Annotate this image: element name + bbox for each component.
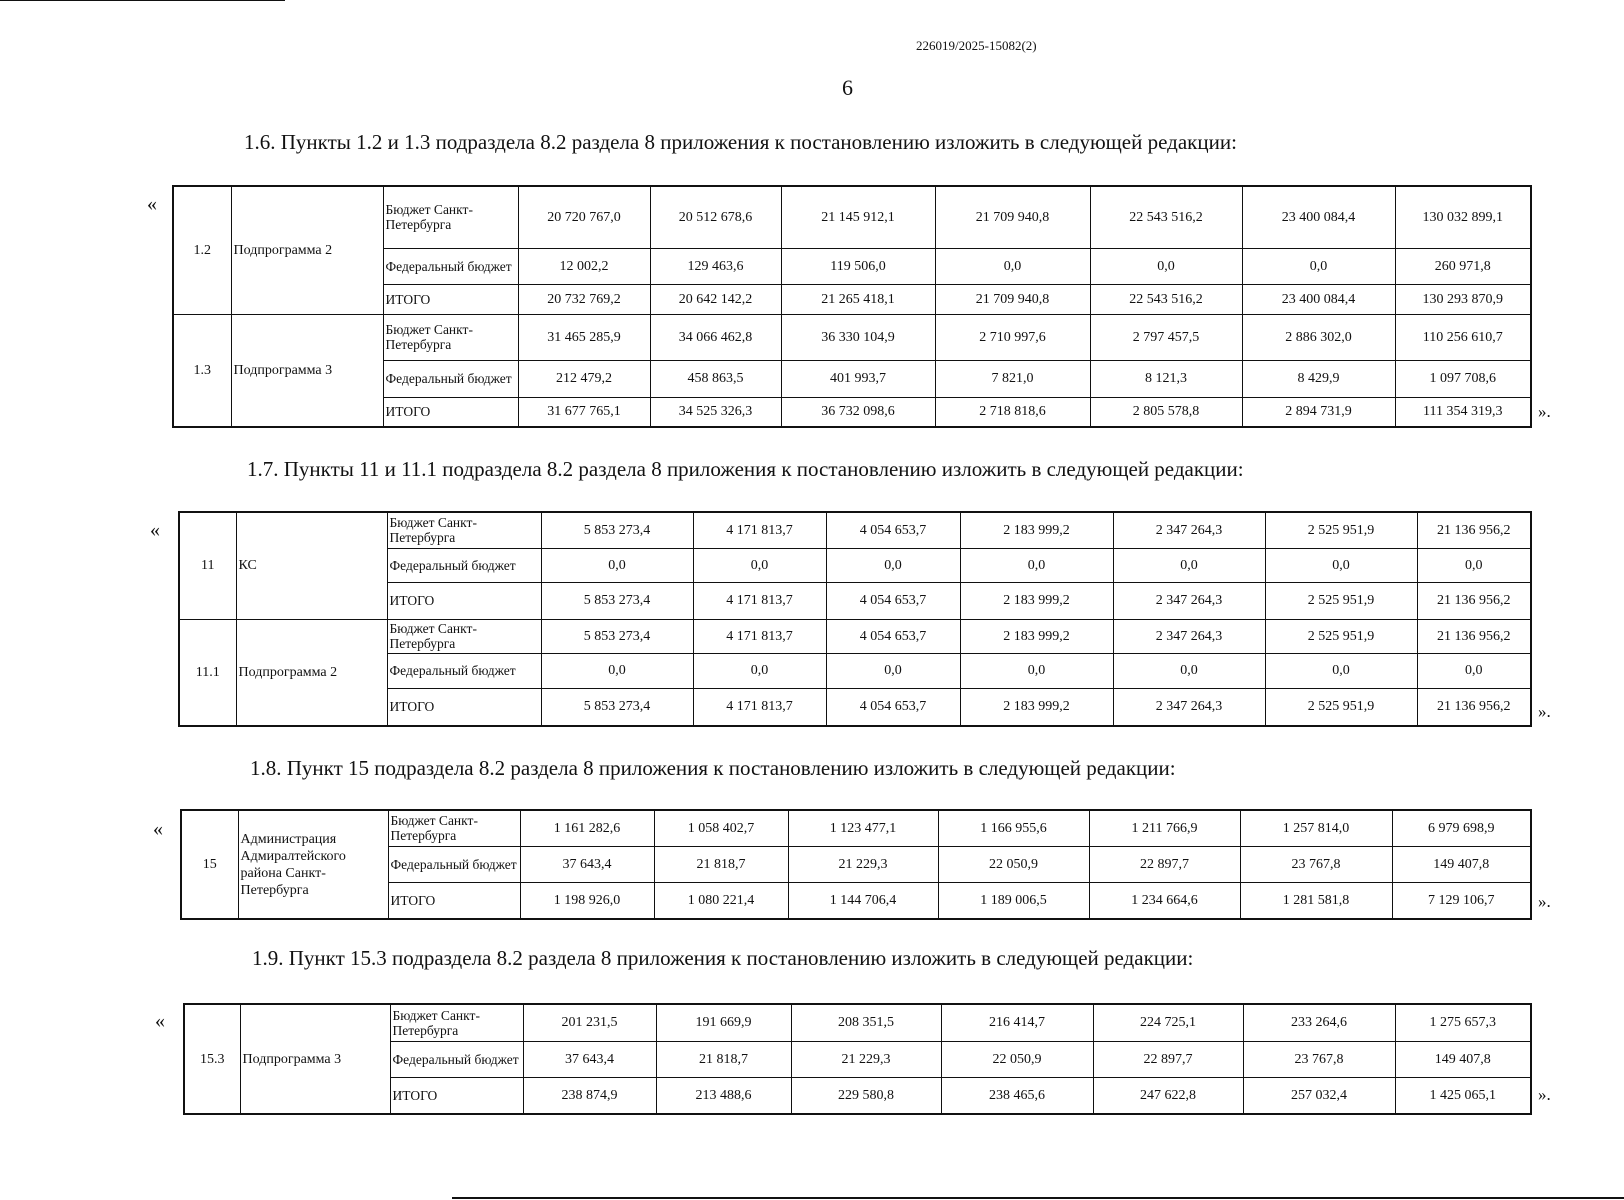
value-cell: 1 161 282,6: [520, 810, 654, 846]
section-1-8-intro: 1.8. Пункт 15 подраздела 8.2 раздела 8 приложения к постановлению изложить в следующей редакции:: [250, 756, 1176, 780]
value-cell: 5 853 273,4: [541, 688, 693, 726]
value-cell: 1 166 955,6: [938, 810, 1089, 846]
value-cell: 4 171 813,7: [693, 619, 826, 653]
value-cell: 1 211 766,9: [1089, 810, 1240, 846]
funding-source: Бюджет Санкт-Петербурга: [388, 810, 520, 846]
value-cell: 21 709 940,8: [935, 186, 1090, 248]
value-cell: 2 183 999,2: [960, 582, 1113, 619]
value-cell: 1 281 581,8: [1240, 882, 1392, 919]
value-cell: 2 347 264,3: [1113, 512, 1265, 548]
value-cell: 1 144 706,4: [788, 882, 938, 919]
value-cell: 149 407,8: [1395, 1041, 1531, 1077]
open-quote: «: [155, 1010, 165, 1032]
value-cell: 0,0: [1113, 653, 1265, 688]
value-cell: 247 622,8: [1093, 1077, 1243, 1114]
value-cell: 0,0: [1417, 653, 1531, 688]
scan-edge-line: [0, 0, 285, 1]
value-cell: 0,0: [1265, 548, 1417, 582]
value-cell: 212 479,2: [518, 360, 650, 397]
value-cell: 2 894 731,9: [1242, 397, 1395, 427]
value-cell: 20 732 769,2: [518, 284, 650, 314]
value-cell: 233 264,6: [1243, 1004, 1395, 1041]
value-cell: 7 821,0: [935, 360, 1090, 397]
funding-source: ИТОГО: [390, 1077, 523, 1114]
value-cell: 21 136 956,2: [1417, 512, 1531, 548]
value-cell: 4 171 813,7: [693, 512, 826, 548]
value-cell: 2 525 951,9: [1265, 582, 1417, 619]
table-section-1-6: [172, 185, 1532, 428]
value-cell: 260 971,8: [1395, 248, 1531, 284]
close-quote: ».: [1538, 702, 1551, 721]
value-cell: 0,0: [693, 653, 826, 688]
funding-source: ИТОГО: [383, 397, 518, 427]
funding-source: ИТОГО: [387, 582, 541, 619]
item-name: Подпрограмма 3: [231, 314, 383, 427]
value-cell: 130 293 870,9: [1395, 284, 1531, 314]
open-quote: «: [153, 818, 163, 840]
value-cell: 119 506,0: [781, 248, 935, 284]
value-cell: 21 265 418,1: [781, 284, 935, 314]
funding-source: Бюджет Санкт-Петербурга: [383, 186, 518, 248]
item-number: 1.2: [173, 186, 231, 314]
value-cell: 23 767,8: [1240, 846, 1392, 882]
item-name: Подпрограмма 2: [236, 619, 387, 726]
item-number: 15.3: [184, 1004, 240, 1114]
value-cell: 5 853 273,4: [541, 619, 693, 653]
value-cell: 6 979 698,9: [1392, 810, 1531, 846]
value-cell: 2 710 997,6: [935, 314, 1090, 360]
value-cell: 2 718 818,6: [935, 397, 1090, 427]
value-cell: 238 874,9: [523, 1077, 656, 1114]
value-cell: 224 725,1: [1093, 1004, 1243, 1041]
value-cell: 34 066 462,8: [650, 314, 781, 360]
value-cell: 37 643,4: [520, 846, 654, 882]
close-quote: ».: [1538, 892, 1551, 911]
item-number: 11.1: [179, 619, 236, 726]
table-section-1-9: [183, 1003, 1532, 1115]
value-cell: 110 256 610,7: [1395, 314, 1531, 360]
item-name: Подпрограмма 3: [240, 1004, 390, 1114]
value-cell: 229 580,8: [791, 1077, 941, 1114]
funding-source: Бюджет Санкт-Петербурга: [383, 314, 518, 360]
value-cell: 21 818,7: [656, 1041, 791, 1077]
funding-source: ИТОГО: [388, 882, 520, 919]
value-cell: 213 488,6: [656, 1077, 791, 1114]
value-cell: 2 347 264,3: [1113, 688, 1265, 726]
value-cell: 8 121,3: [1090, 360, 1242, 397]
value-cell: 4 054 653,7: [826, 582, 960, 619]
value-cell: 4 054 653,7: [826, 688, 960, 726]
value-cell: 0,0: [1265, 653, 1417, 688]
value-cell: 12 002,2: [518, 248, 650, 284]
value-cell: 0,0: [1113, 548, 1265, 582]
value-cell: 22 897,7: [1093, 1041, 1243, 1077]
value-cell: 2 886 302,0: [1242, 314, 1395, 360]
value-cell: 34 525 326,3: [650, 397, 781, 427]
value-cell: 22 897,7: [1089, 846, 1240, 882]
document-number: 226019/2025-15082(2): [916, 38, 1037, 53]
value-cell: 36 732 098,6: [781, 397, 935, 427]
value-cell: 21 145 912,1: [781, 186, 935, 248]
scan-edge-line: [452, 1197, 1624, 1199]
value-cell: 257 032,4: [1243, 1077, 1395, 1114]
value-cell: 208 351,5: [791, 1004, 941, 1041]
value-cell: 0,0: [826, 548, 960, 582]
value-cell: 20 512 678,6: [650, 186, 781, 248]
value-cell: 4 054 653,7: [826, 619, 960, 653]
value-cell: 1 058 402,7: [654, 810, 788, 846]
value-cell: 0,0: [541, 653, 693, 688]
item-name: Подпрограмма 2: [231, 186, 383, 314]
value-cell: 1 425 065,1: [1395, 1077, 1531, 1114]
value-cell: 22 543 516,2: [1090, 186, 1242, 248]
value-cell: 1 275 657,3: [1395, 1004, 1531, 1041]
value-cell: 37 643,4: [523, 1041, 656, 1077]
value-cell: 2 797 457,5: [1090, 314, 1242, 360]
funding-source: Федеральный бюджет: [387, 548, 541, 582]
value-cell: 4 171 813,7: [693, 582, 826, 619]
value-cell: 2 525 951,9: [1265, 688, 1417, 726]
value-cell: 21 818,7: [654, 846, 788, 882]
value-cell: 21 136 956,2: [1417, 619, 1531, 653]
funding-source: Бюджет Санкт-Петербурга: [390, 1004, 523, 1041]
value-cell: 2 525 951,9: [1265, 512, 1417, 548]
funding-source: Бюджет Санкт-Петербурга: [387, 512, 541, 548]
value-cell: 1 189 006,5: [938, 882, 1089, 919]
value-cell: 149 407,8: [1392, 846, 1531, 882]
value-cell: 21 229,3: [788, 846, 938, 882]
value-cell: 201 231,5: [523, 1004, 656, 1041]
value-cell: 1 080 221,4: [654, 882, 788, 919]
value-cell: 401 993,7: [781, 360, 935, 397]
value-cell: 2 183 999,2: [960, 512, 1113, 548]
funding-source: Федеральный бюджет: [390, 1041, 523, 1077]
value-cell: 36 330 104,9: [781, 314, 935, 360]
value-cell: 8 429,9: [1242, 360, 1395, 397]
section-1-9-intro: 1.9. Пункт 15.3 подраздела 8.2 раздела 8 приложения к постановлению изложить в следующей редакции:: [252, 946, 1194, 970]
open-quote: «: [150, 519, 160, 541]
value-cell: 111 354 319,3: [1395, 397, 1531, 427]
item-number: 1.3: [173, 314, 231, 427]
value-cell: 7 129 106,7: [1392, 882, 1531, 919]
value-cell: 31 677 765,1: [518, 397, 650, 427]
value-cell: 191 669,9: [656, 1004, 791, 1041]
value-cell: 458 863,5: [650, 360, 781, 397]
section-1-7-intro: 1.7. Пункты 11 и 11.1 подраздела 8.2 раздела 8 приложения к постановлению изложить в следующей редакции:: [247, 457, 1244, 481]
value-cell: 0,0: [826, 653, 960, 688]
value-cell: 21 229,3: [791, 1041, 941, 1077]
value-cell: 23 767,8: [1243, 1041, 1395, 1077]
item-number: 15: [181, 810, 238, 919]
value-cell: 1 234 664,6: [1089, 882, 1240, 919]
open-quote: «: [147, 193, 157, 215]
value-cell: 2 347 264,3: [1113, 619, 1265, 653]
value-cell: 23 400 084,4: [1242, 186, 1395, 248]
funding-source: ИТОГО: [387, 688, 541, 726]
item-name: КС: [236, 512, 387, 619]
value-cell: 22 050,9: [941, 1041, 1093, 1077]
value-cell: 1 097 708,6: [1395, 360, 1531, 397]
value-cell: 1 257 814,0: [1240, 810, 1392, 846]
table-section-1-8: [180, 809, 1532, 920]
value-cell: 21 709 940,8: [935, 284, 1090, 314]
value-cell: 23 400 084,4: [1242, 284, 1395, 314]
value-cell: 20 642 142,2: [650, 284, 781, 314]
table-section-1-7: [178, 511, 1532, 727]
value-cell: 2 183 999,2: [960, 688, 1113, 726]
value-cell: 0,0: [960, 548, 1113, 582]
value-cell: 20 720 767,0: [518, 186, 650, 248]
value-cell: 238 465,6: [941, 1077, 1093, 1114]
value-cell: 22 543 516,2: [1090, 284, 1242, 314]
value-cell: 0,0: [935, 248, 1090, 284]
value-cell: 0,0: [960, 653, 1113, 688]
value-cell: 5 853 273,4: [541, 512, 693, 548]
value-cell: 5 853 273,4: [541, 582, 693, 619]
value-cell: 0,0: [1417, 548, 1531, 582]
funding-source: ИТОГО: [383, 284, 518, 314]
value-cell: 216 414,7: [941, 1004, 1093, 1041]
value-cell: 4 054 653,7: [826, 512, 960, 548]
value-cell: 0,0: [1242, 248, 1395, 284]
value-cell: 21 136 956,2: [1417, 582, 1531, 619]
value-cell: 129 463,6: [650, 248, 781, 284]
funding-source: Федеральный бюджет: [388, 846, 520, 882]
section-1-6-intro: 1.6. Пункты 1.2 и 1.3 подраздела 8.2 раздела 8 приложения к постановлению изложить в следующей редакции:: [244, 130, 1237, 154]
funding-source: Федеральный бюджет: [383, 248, 518, 284]
page-number: 6: [842, 75, 853, 100]
value-cell: 1 198 926,0: [520, 882, 654, 919]
item-number: 11: [179, 512, 236, 619]
value-cell: 1 123 477,1: [788, 810, 938, 846]
value-cell: 21 136 956,2: [1417, 688, 1531, 726]
value-cell: 4 171 813,7: [693, 688, 826, 726]
funding-source: Федеральный бюджет: [387, 653, 541, 688]
value-cell: 2 347 264,3: [1113, 582, 1265, 619]
value-cell: 0,0: [693, 548, 826, 582]
funding-source: Федеральный бюджет: [383, 360, 518, 397]
close-quote: ».: [1538, 1085, 1551, 1104]
value-cell: 22 050,9: [938, 846, 1089, 882]
item-name: Администрация Адмиралтейского района Санкт-Петербурга: [238, 810, 388, 919]
value-cell: 0,0: [541, 548, 693, 582]
close-quote: ».: [1538, 402, 1551, 421]
value-cell: 2 805 578,8: [1090, 397, 1242, 427]
value-cell: 130 032 899,1: [1395, 186, 1531, 248]
value-cell: 2 525 951,9: [1265, 619, 1417, 653]
funding-source: Бюджет Санкт-Петербурга: [387, 619, 541, 653]
value-cell: 0,0: [1090, 248, 1242, 284]
value-cell: 2 183 999,2: [960, 619, 1113, 653]
value-cell: 31 465 285,9: [518, 314, 650, 360]
